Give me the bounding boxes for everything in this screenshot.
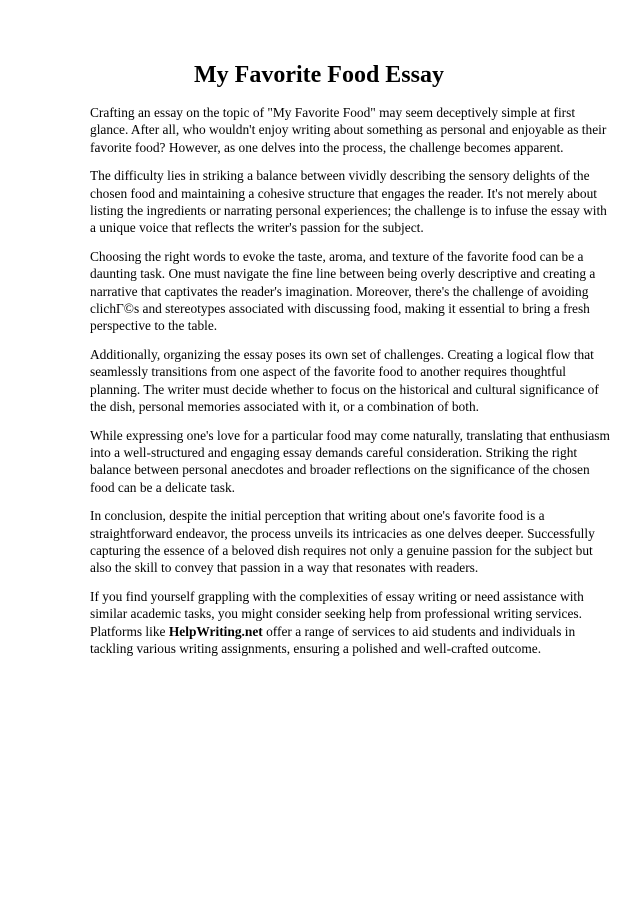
paragraph-line: a unique voice that reflects the writer's passion for the subject. (90, 220, 424, 236)
paragraph-line: clichГ©s and stereotypes associated with discussing food, making it essential to bring a fresh (90, 301, 590, 317)
paragraph-6 (90, 507, 602, 577)
paragraph-line: Additionally, organizing the essay poses its own set of challenges. Creating a logical flow that (90, 346, 594, 362)
paragraph-7 (90, 588, 602, 658)
paragraph-line: While expressing one's love for a particular food may come naturally, translating that enthusiasm (90, 427, 610, 443)
paragraph-line (90, 623, 602, 640)
paragraph-5 (90, 427, 610, 497)
page-title: My Favorite Food Essay (194, 62, 444, 88)
paragraph-line: In conclusion, despite the initial perception that writing about one's favorite food is a (90, 508, 545, 524)
paragraph-line: glance. After all, who wouldn't enjoy writing about something as personal and enjoyable as their (90, 122, 607, 138)
paragraph-4 (90, 346, 602, 416)
inline-text: offer a range of services to aid students and individuals in (262, 623, 576, 639)
paragraph-line: The difficulty lies in striking a balance between vividly describing the sensory delights of the (90, 168, 590, 184)
paragraph-line: straightforward endeavor, the process unveils its intricacies as one delves deeper. Successfully (90, 525, 595, 541)
paragraph-line: food can be a delicate task. (90, 479, 235, 495)
paragraph-line: perspective to the table. (90, 318, 218, 334)
essay-body (90, 104, 610, 668)
paragraph-line: Choosing the right words to evoke the taste, aroma, and texture of the favorite food can be a (90, 248, 584, 264)
paragraph-line: also the skill to convey that passion in a way that resonates with readers. (90, 560, 479, 576)
paragraph-line: tackling various writing assignments, ensuring a polished and well-crafted outcome. (90, 640, 542, 656)
paragraph-line: capturing the essence of a beloved dish requires not only a genuine passion for the subject but (90, 542, 593, 558)
paragraph-line: chosen food and maintaining a cohesive structure that engages the reader. It's not merely about (90, 185, 597, 201)
paragraph-1 (90, 104, 607, 156)
paragraph-line: listing the ingredients or narrating personal experiences; the challenge is to infuse the essay with (90, 203, 607, 219)
paragraph-line: into a well-structured and engaging essay demands careful consideration. Striking the right (90, 444, 578, 460)
paragraph-line: the dish, personal memories associated with it, or a combination of both. (90, 399, 479, 415)
paragraph-line: seamlessly transitions from one aspect of the favorite food to another requires thoughtful (90, 364, 566, 380)
inline-text: Platforms like (90, 623, 169, 639)
paragraph-line: daunting task. One must navigate the fine line between being overly descriptive and creating a (90, 266, 596, 282)
paragraph-2 (90, 167, 607, 237)
paragraph-line: favorite food? However, as one delves into the process, the challenge becomes apparent. (90, 139, 564, 155)
paragraph-3 (90, 248, 602, 335)
paragraph-line: planning. The writer must decide whether to focus on the historical and cultural significance of (90, 381, 599, 397)
paragraph-line: Crafting an essay on the topic of "My Favorite Food" may seem deceptively simple at first (90, 105, 576, 120)
paragraph-line: If you find yourself grappling with the complexities of essay writing or need assistance with (90, 588, 584, 604)
paragraph-line: similar academic tasks, you might consider seeking help from professional writing services. (90, 606, 582, 622)
paragraph-line: narrative that captivates the reader's imagination. Moreover, there's the challenge of avoiding (90, 283, 589, 299)
helpwriting-link[interactable]: HelpWriting.net (168, 623, 263, 639)
paragraph-line: balance between personal anecdotes and broader reflections on the significance of the chosen (90, 462, 590, 478)
